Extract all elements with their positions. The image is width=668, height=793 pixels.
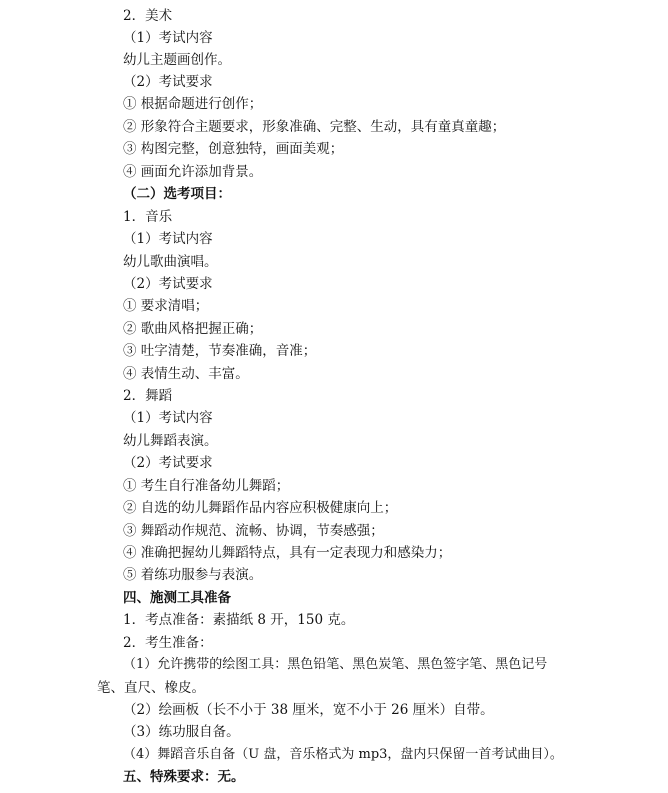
text-line: ② 歌曲风格把握正确； xyxy=(123,321,263,337)
text-line: 1．考点准备：素描纸 8 开，150 克。 xyxy=(123,612,355,628)
text-line: 2．考生准备： xyxy=(123,635,213,651)
text-line: （2）绘画板（长不小于 38 厘米，宽不小于 26 厘米）自带。 xyxy=(123,702,494,718)
text-line: ③ 舞蹈动作规范、流畅、协调，节奏感强； xyxy=(123,523,384,539)
text-line: （1）考试内容 xyxy=(123,231,213,247)
text-line: ① 考生自行准备幼儿舞蹈； xyxy=(123,478,290,494)
section-heading: 四、施测工具准备 xyxy=(123,590,231,606)
text-line: （2）考试要求 xyxy=(123,455,213,471)
text-line: 幼儿歌曲演唱。 xyxy=(123,254,218,270)
text-line: ⑤ 着练功服参与表演。 xyxy=(123,567,263,583)
text-line: ② 形象符合主题要求，形象准确、完整、生动，具有童真童趣； xyxy=(123,119,506,135)
text-line: ① 要求清唱； xyxy=(123,298,209,314)
text-line: ③ 吐字清楚，节奏准确，音准； xyxy=(123,343,317,359)
text-line: （4）舞蹈音乐自备（U 盘，音乐格式为 mp3，盘内只保留一首考试曲目）。 xyxy=(123,747,563,762)
text-line: （1）允许携带的绘图工具：黑色铅笔、黑色炭笔、黑色签字笔、黑色记号 xyxy=(123,657,548,672)
text-line: ③ 构图完整，创意独特，画面美观； xyxy=(123,141,344,157)
text-line: 2．舞蹈 xyxy=(123,388,173,404)
section-heading: （二）选考项目： xyxy=(123,186,231,202)
text-line: 1．音乐 xyxy=(123,209,173,225)
text-line: （2）考试要求 xyxy=(123,74,213,90)
text-line: （1）考试内容 xyxy=(123,30,213,46)
text-line: 幼儿舞蹈表演。 xyxy=(123,433,218,449)
text-line: ① 根据命题进行创作； xyxy=(123,96,263,112)
text-line: ④ 画面允许添加背景。 xyxy=(123,164,263,180)
text-line: （3）练功服自备。 xyxy=(123,724,240,740)
section-heading: 五、特殊要求：无。 xyxy=(123,769,245,785)
text-line: 2．美术 xyxy=(123,8,173,24)
text-line: （2）考试要求 xyxy=(123,276,213,292)
text-line: ② 自选的幼儿舞蹈作品内容应积极健康向上； xyxy=(123,500,398,516)
text-line: 幼儿主题画创作。 xyxy=(123,52,231,68)
text-line: ④ 表情生动、丰富。 xyxy=(123,366,249,382)
text-line: 笔、直尺、橡皮。 xyxy=(97,680,205,696)
text-line: （1）考试内容 xyxy=(123,410,213,426)
text-line: ④ 准确把握幼儿舞蹈特点，具有一定表现力和感染力； xyxy=(123,545,452,561)
